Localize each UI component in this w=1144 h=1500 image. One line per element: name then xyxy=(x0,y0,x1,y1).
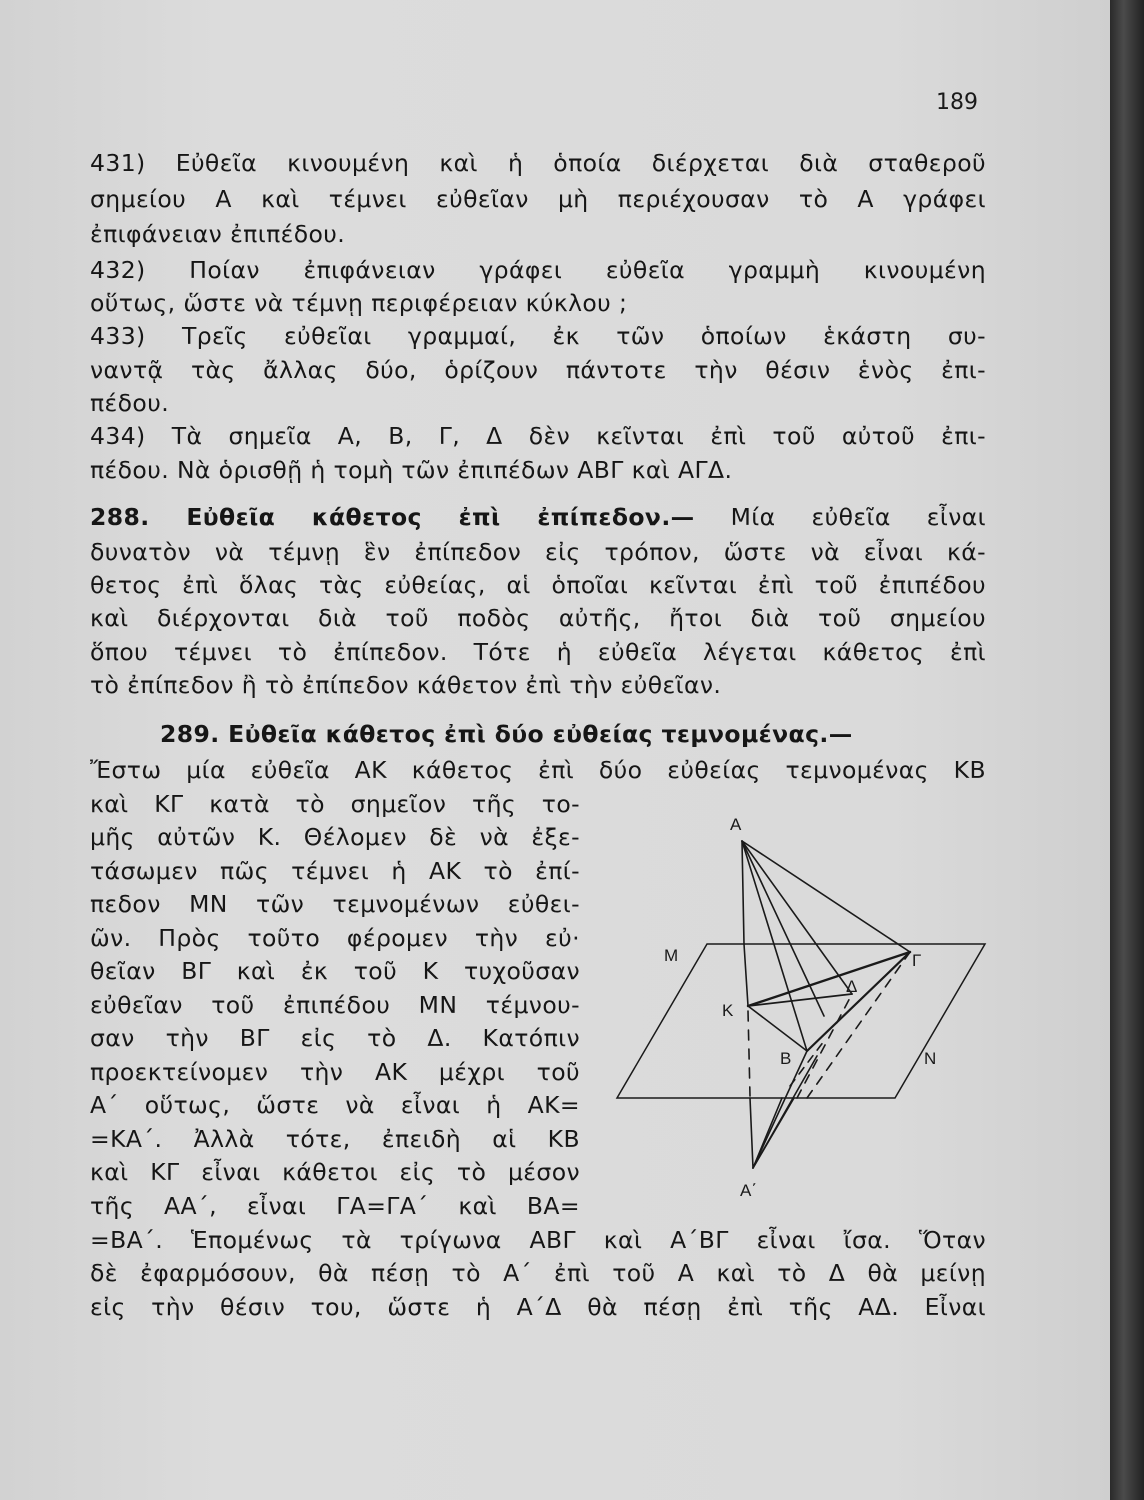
text-line: μῆς αὐτῶν Κ. Θέλομεν δὲ νὰ ἐξε- xyxy=(90,823,580,851)
text-line: πεδον ΜΝ τῶν τεμνομένων εὐθει- xyxy=(90,890,580,918)
segment-ka2 xyxy=(750,1098,753,1168)
label-b: Β xyxy=(780,1049,792,1068)
label-k: Κ xyxy=(722,1001,734,1020)
text-line: 434) Τὰ σημεῖα Α, Β, Γ, Δ δὲν κεῖνται ἐπὶ τοῦ αὐτοῦ ἐπι- xyxy=(90,422,986,450)
text-line: πέδου. Νὰ ὁρισθῇ ἡ τομὴ τῶν ἐπιπέδων ΑΒΓ καὶ ΑΓΔ. xyxy=(90,456,733,484)
segment-ab xyxy=(742,841,807,1051)
text-line: δὲ ἐφαρμόσουν, θὰ πέσῃ τὸ Α΄ ἐπὶ τοῦ Α καὶ τὸ Δ θὰ μείνῃ xyxy=(90,1259,986,1287)
text-line: οὕτως, ὥστε νὰ τέμνῃ περιφέρειαν κύκλου ; xyxy=(90,289,628,317)
segment-kg xyxy=(748,952,910,1006)
page-number: 189 xyxy=(936,90,978,115)
text-line: 433) Τρεῖς εὐθεῖαι γραμμαί, ἐκ τῶν ὁποίων ἑκάστη συ- xyxy=(90,322,986,350)
text-line: τῆς ΑΑ΄, εἶναι ΓΑ=ΓΑ΄ καὶ ΒΑ= xyxy=(90,1192,580,1220)
text-line: σημείου Α καὶ τέμνει εὐθεῖαν μὴ περιέχουσαν τὸ Α γράφει xyxy=(90,185,986,213)
segment-a2-plane-1 xyxy=(753,1098,782,1168)
segment-ak-upper xyxy=(742,841,744,944)
section-288-first-line xyxy=(90,502,986,532)
segment-bg xyxy=(807,952,910,1051)
label-a-prime: Α΄ xyxy=(740,1181,757,1200)
segment-kb xyxy=(748,1006,807,1051)
label-a: Α xyxy=(730,815,742,834)
label-d: Δ xyxy=(846,977,858,996)
text-line: εὐθεῖαν τοῦ ἐπιπέδου ΜΝ τέμνου- xyxy=(90,991,580,1019)
perpendicular-plane-figure xyxy=(612,806,1002,1216)
page-edge-shadow xyxy=(1110,0,1144,1500)
text-line: ῶν. Πρὸς τοῦτο φέρομεν τὴν εὐ· xyxy=(90,924,580,952)
text-line: καὶ διέρχονται διὰ τοῦ ποδὸς αὐτῆς, ἤτοι διὰ τοῦ σημείου xyxy=(90,604,986,632)
text-line: ναντᾷ τὰς ἄλλας δύο, ὁρίζουν πάντοτε τὴν θέσιν ἑνὸς ἐπι- xyxy=(90,356,986,384)
text-line: θετος ἐπὶ ὅλας τὰς εὐθείας, αἱ ὁποῖαι κεῖνται ἐπὶ τοῦ ἐπιπέδου xyxy=(90,571,986,599)
segment-ak-lower xyxy=(744,944,748,1006)
segment-a2-plane-2 xyxy=(753,1098,794,1168)
text-line: 431) Εὐθεῖα κινουμένη καὶ ἡ ὁποία διέρχεται διὰ σταθεροῦ xyxy=(90,149,986,177)
text-line: δυνατὸν νὰ τέμνῃ ἓν ἐπίπεδον εἰς τρόπον, ὥστε νὰ εἶναι κά- xyxy=(90,538,986,566)
section-289-heading: 289. Εὐθεῖα κάθετος ἐπὶ δύο εὐθείας τεμνομένας.— xyxy=(160,720,853,748)
text-line: πέδου. xyxy=(90,389,170,417)
section-288-first-text: Μία εὐθεῖα εἶναι xyxy=(730,503,987,531)
text-line: ὅπου τέμνει τὸ ἐπίπεδον. Τότε ἡ εὐθεῖα λέγεται κάθετος ἐπὶ xyxy=(90,638,986,666)
segment-ak-hidden xyxy=(748,1011,750,1096)
label-g: Γ xyxy=(912,951,922,970)
text-line: τάσωμεν πῶς τέμνει ἡ ΑΚ τὸ ἐπί- xyxy=(90,857,580,885)
text-line: σαν τὴν ΒΓ εἰς τὸ Δ. Κατόπιν xyxy=(90,1024,580,1052)
text-line: =ΒΑ΄. Ἑπομένως τὰ τρίγωνα ΑΒΓ καὶ Α΄ΒΓ εἶναι ἴσα. Ὅταν xyxy=(90,1226,986,1254)
text-line: =ΚΑ΄. Ἀλλὰ τότε, ἐπειδὴ αἱ ΚΒ xyxy=(90,1125,580,1153)
text-line: καὶ ΚΓ κατὰ τὸ σημεῖον τῆς το- xyxy=(90,790,580,818)
text-line: καὶ ΚΓ εἶναι κάθετοι εἰς τὸ μέσον xyxy=(90,1158,580,1186)
text-line: Ἔστω μία εὐθεῖα ΑΚ κάθετος ἐπὶ δύο εὐθείας τεμνομένας ΚΒ xyxy=(90,756,986,784)
text-line: 432) Ποίαν ἐπιφάνειαν γράφει εὐθεῖα γραμμὴ κινουμένη xyxy=(90,256,986,284)
section-288-heading: 288. Εὐθεῖα κάθετος ἐπὶ ἐπίπεδον.— xyxy=(90,503,695,531)
label-m: Μ xyxy=(664,946,679,965)
text-line: προεκτείνομεν τὴν ΑΚ μέχρι τοῦ xyxy=(90,1058,580,1086)
text-line: τὸ ἐπίπεδον ἢ τὸ ἐπίπεδον κάθετον ἐπὶ τὴν εὐθεῖαν. xyxy=(90,671,722,699)
text-line: εἰς τὴν θέσιν του, ὥστε ἡ Α΄Δ θὰ πέσῃ ἐπὶ τῆς ΑΔ. Εἶναι xyxy=(90,1293,986,1321)
text-line: Α΄ οὕτως, ὥστε νὰ εἶναι ἡ ΑΚ= xyxy=(90,1091,580,1119)
label-n: Ν xyxy=(924,1049,937,1068)
segment-a2-hidden-g xyxy=(807,952,910,1098)
segment-ad xyxy=(742,841,852,994)
text-line: θεῖαν ΒΓ καὶ ἐκ τοῦ Κ τυχοῦσαν xyxy=(90,957,580,985)
text-line: ἐπιφάνειαν ἐπιπέδου. xyxy=(90,220,346,248)
